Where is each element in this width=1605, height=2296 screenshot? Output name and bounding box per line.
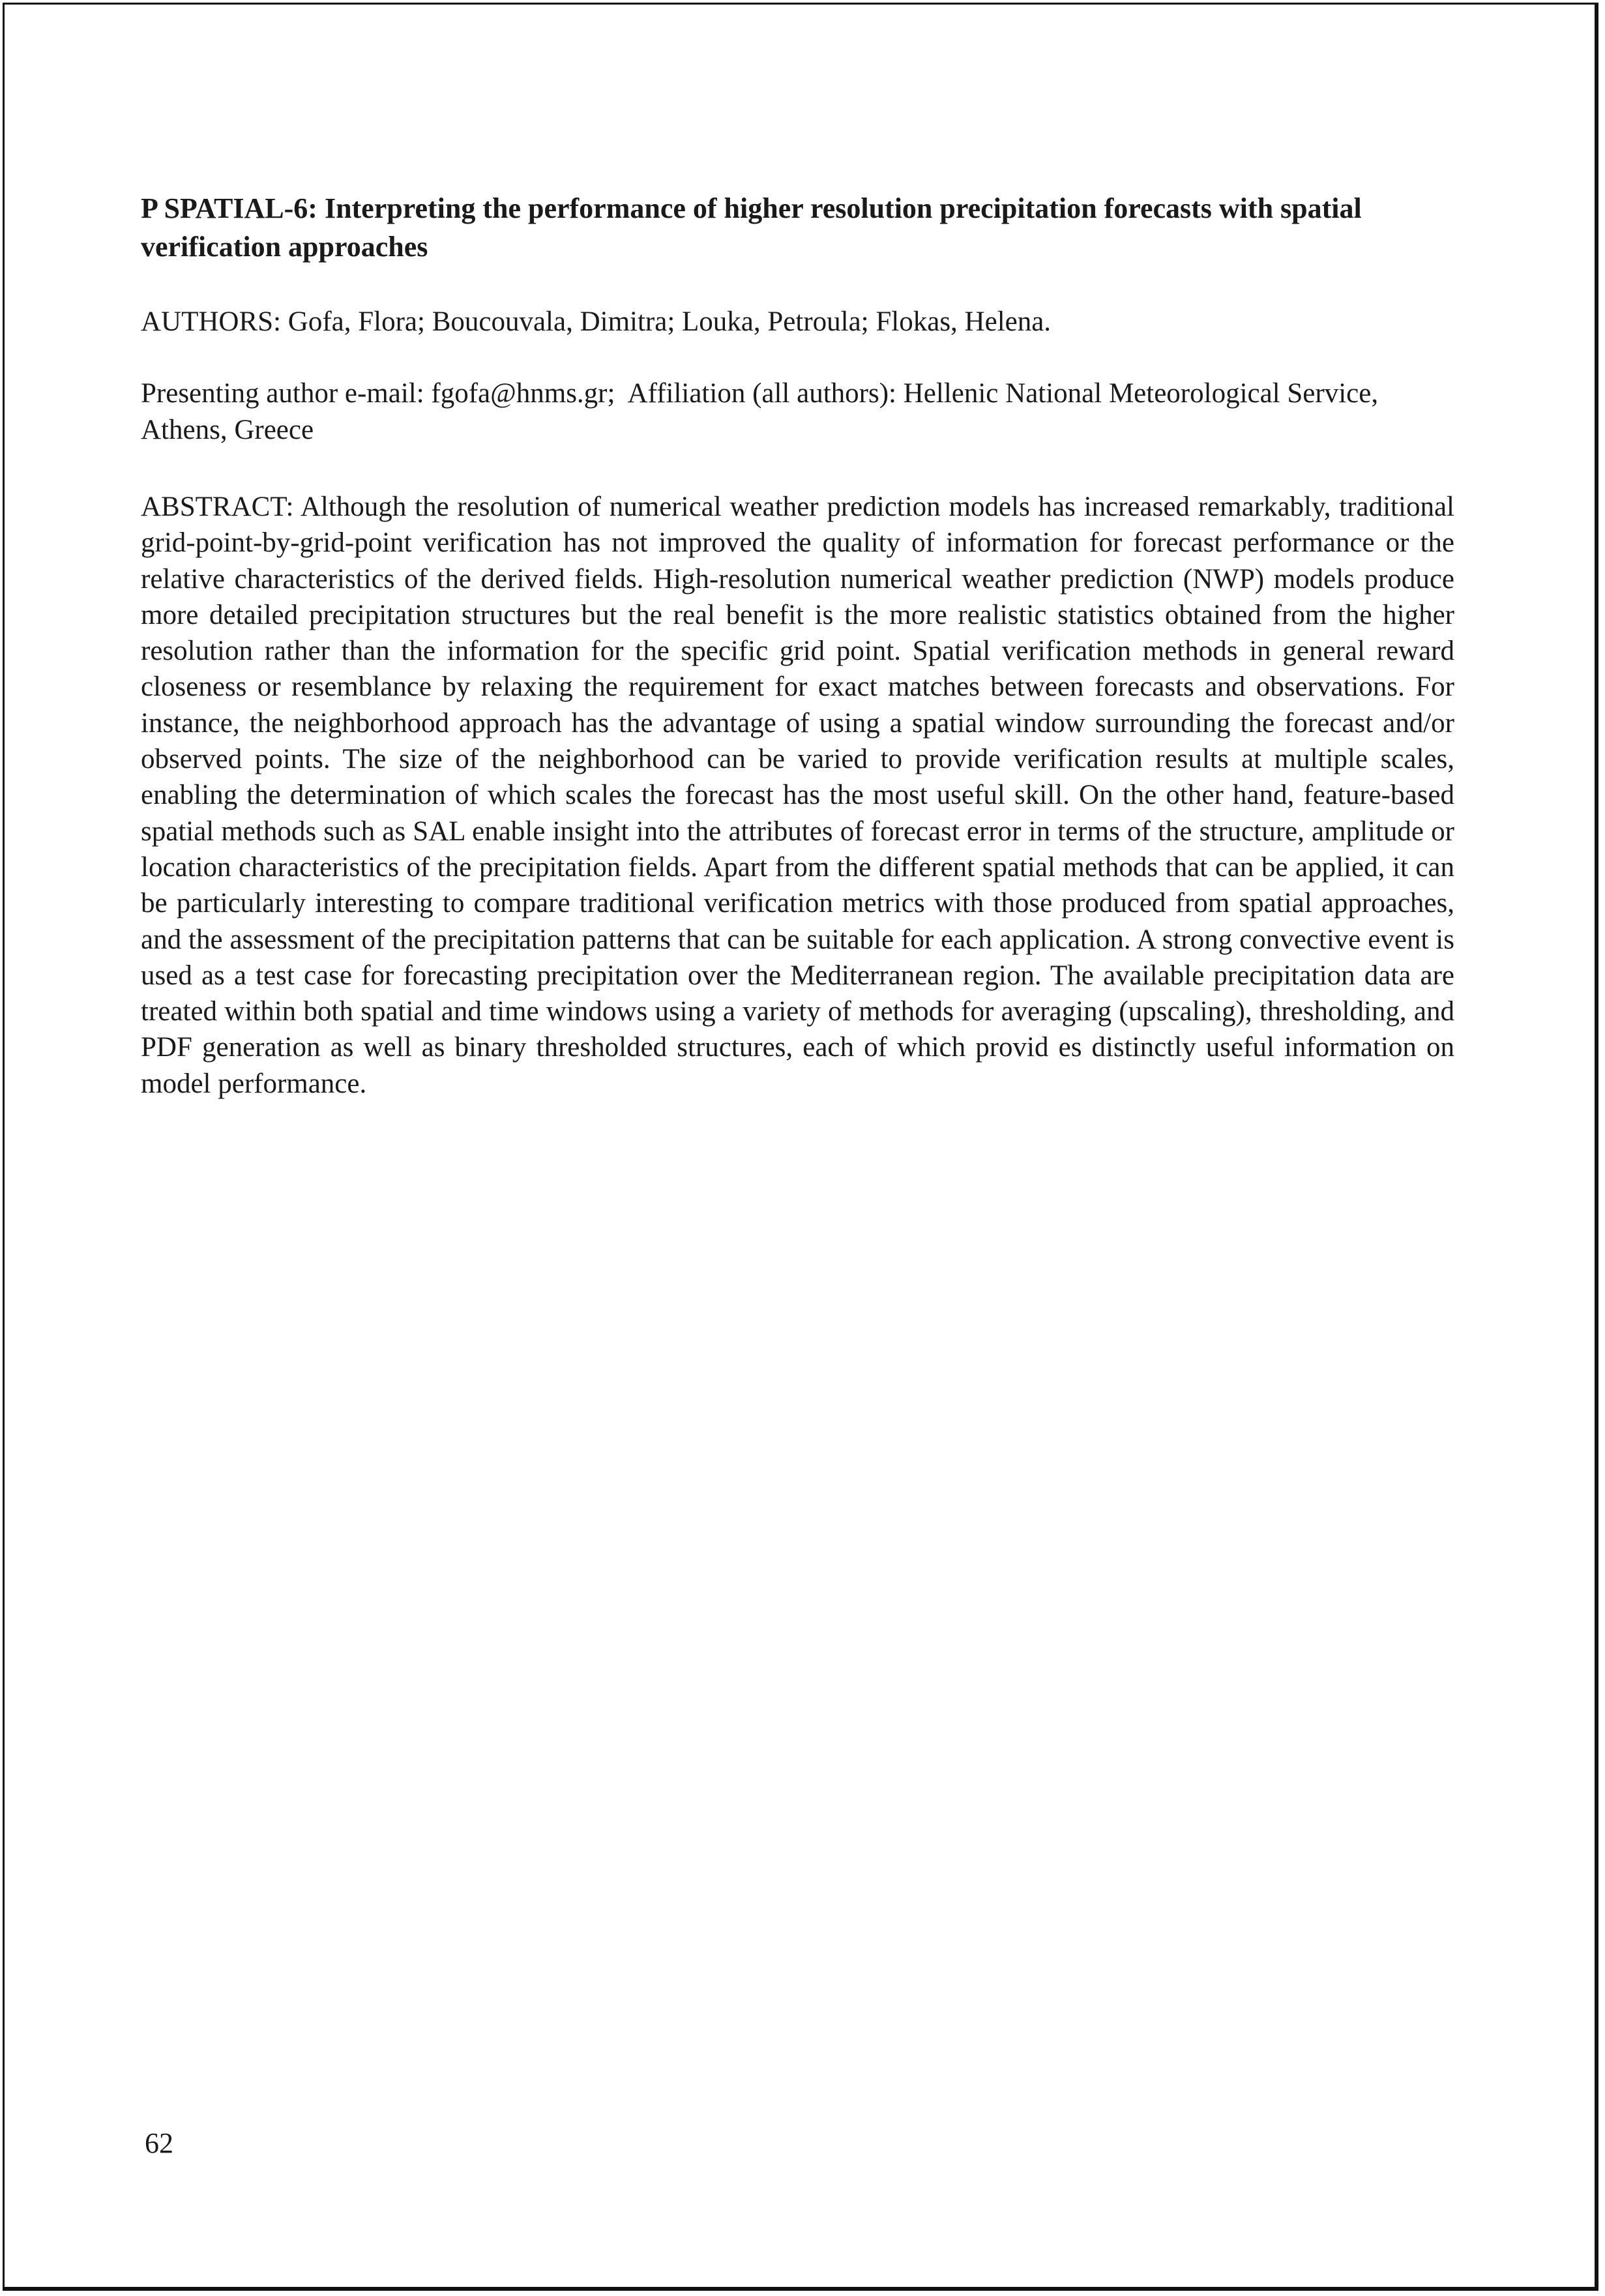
affiliation-text: Hellenic National Meteorological Service, Athens, Greece [141,378,1379,445]
authors-line [141,304,1454,340]
abstract-content [141,189,1454,1130]
presenting-label: Presenting author e-mail: [141,378,424,409]
abstract-text: Although the resolution of numerical weather prediction models has increased remarkably, traditional grid-point-by-grid-point verification has not improved the quality of information for forecast performance or the relative characteristics of the derived fields. High-resolution numerical weather prediction (NWP) models produce more detailed precipitation structures but the real benefit is the more realistic statistics obtained from the higher resolution rather than the information for the specific grid point. Spatial verification methods in general reward closeness or resemblance by relaxing the requirement for exact matches between forecasts and observations. For instance, the neighborhood approach has the advantage of using a spatial window surrounding the forecast and/or observed points. The size of the neighborhood can be varied to provide verification results at multiple scales, enabling the determination of which scales the forecast has the most useful skill. On the other hand, feature-based spatial methods such as SAL enable insight into the attributes of forecast error in terms of the structure, amplitude or location characteristics of the precipitation fields. Apart from the different spatial methods that can be applied, it can be particularly interesting to compare traditional verification metrics with those produced from spatial approaches, and the assessment of the precipitation patterns that can be suitable for each application. A strong convective event is used as a test case for forecasting precipitation over the Mediterranean region. The available precipitation data are treated within both spatial and time windows using a variety of methods for averaging (upscaling), thresholding, and PDF generation as well as binary thresholded structures, each of which provid es distinctly useful information on model performance. [141,492,1454,1099]
abstract-label: ABSTRACT: [141,492,294,522]
authors-label: AUTHORS: [141,306,282,337]
affiliation-label: Affiliation (all authors): [627,378,896,409]
abstract-paragraph [141,489,1454,1102]
presenting-email: fgofa@hnms.gr; [431,378,615,409]
paper-title: P SPATIAL-6: Interpreting the performance of higher resolution precipitation forecasts with spatial verification approaches [141,192,1362,263]
authors-list: Gofa, Flora; Boucouvala, Dimitra; Louka, Petroula; Flokas, Helena. [287,306,1052,337]
page-number: 62 [145,2127,173,2159]
presenting-author-line [141,375,1454,449]
